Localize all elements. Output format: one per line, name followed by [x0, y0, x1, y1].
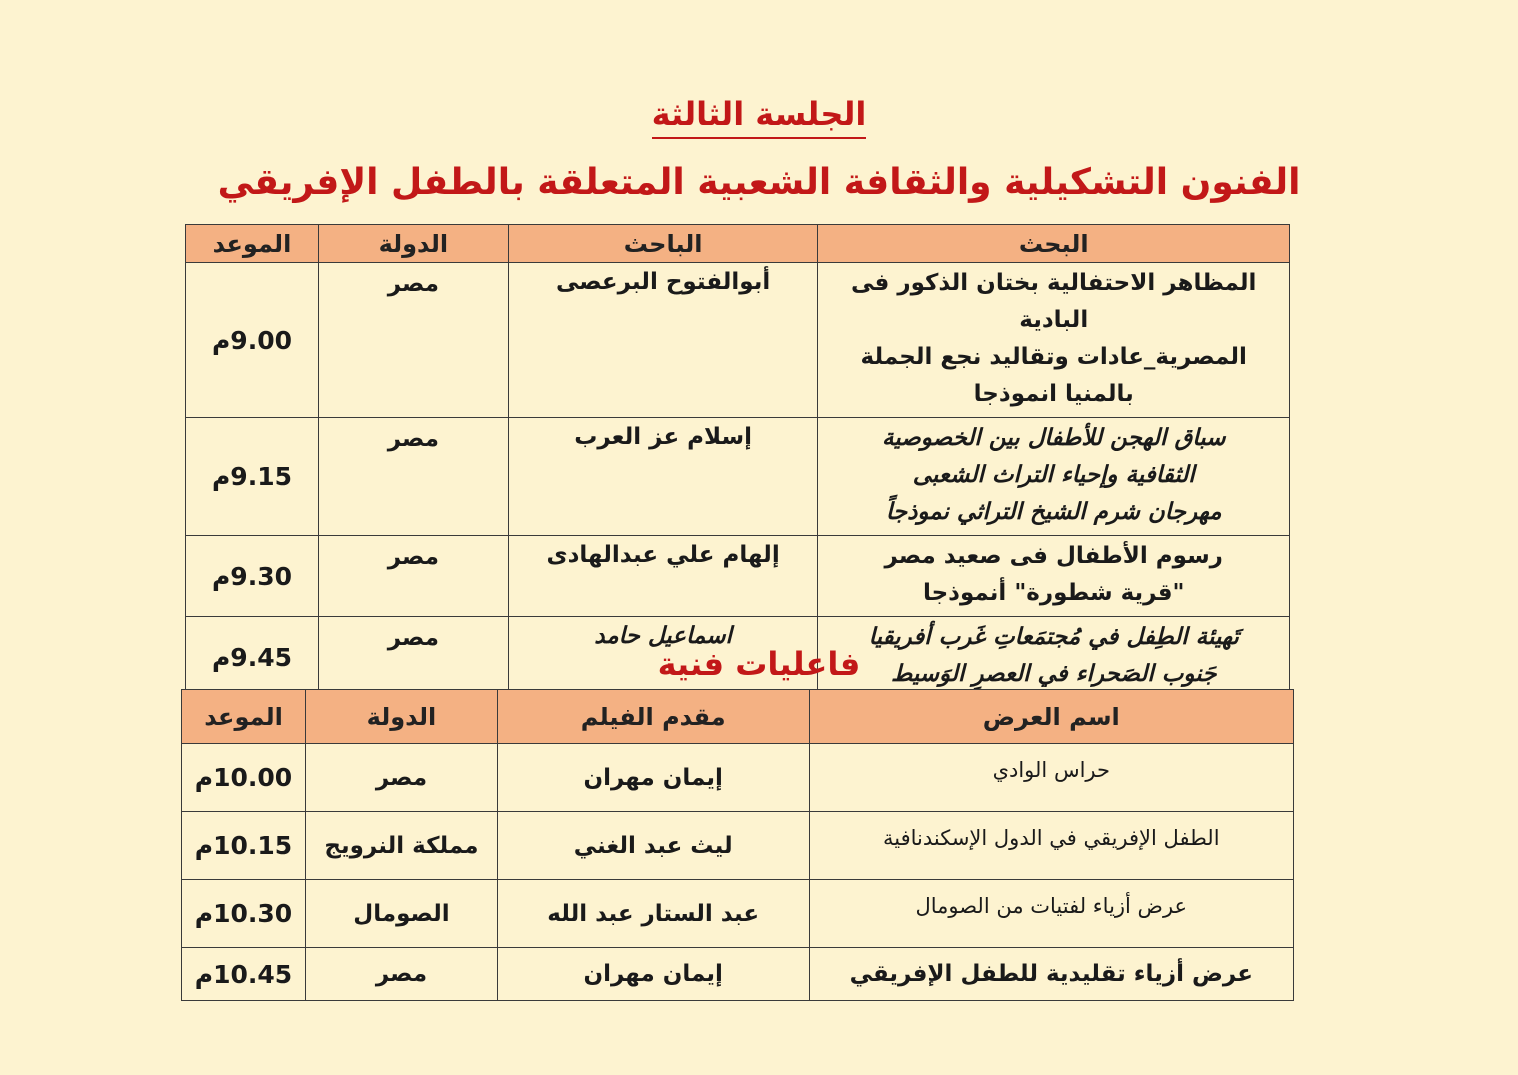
presenter-name: ليث عبد الغني	[497, 812, 809, 880]
research-title-line: تَهيئة الطِفل في مُجتمَعاتِ غَرب أفريقيا	[868, 624, 1239, 650]
country: مصر	[318, 418, 508, 536]
header-research: البحث	[818, 225, 1290, 263]
time-slot: 10.45م	[182, 948, 306, 1001]
research-title-line: المظاهر الاحتفالية بختان الذكور فى البادية	[851, 270, 1257, 333]
table-row	[182, 744, 1294, 812]
show-name: حراس الوادي	[809, 744, 1293, 812]
research-title-line: رسوم الأطفال فى صعيد مصر	[884, 543, 1223, 569]
arts-table-header-row	[182, 690, 1294, 744]
table-row	[182, 948, 1294, 1001]
show-name: عرض أزياء تقليدية للطفل الإفريقي	[809, 948, 1293, 1001]
header-time: الموعد	[186, 225, 319, 263]
research-title	[818, 418, 1290, 536]
research-title-line: "قرية شطورة" أنموذجا	[922, 580, 1185, 606]
header-time: الموعد	[182, 690, 306, 744]
country: مصر	[318, 536, 508, 617]
research-table	[185, 224, 1290, 698]
header-show-name: اسم العرض	[809, 690, 1293, 744]
arts-table	[181, 689, 1294, 1001]
session-subtitle: الفنون التشكيلية والثقافة الشعبية المتعلقة بالطفل الإفريقي	[217, 162, 1301, 203]
research-title-line: جَنوب الصَحراء في العصرِ الوَسيط	[891, 661, 1217, 687]
time-slot: 10.00م	[182, 744, 306, 812]
session-title-text: الجلسة الثالثة	[652, 95, 867, 139]
table-row	[182, 812, 1294, 880]
research-title-line: المصرية_عادات وتقاليد نجع الجملة	[860, 344, 1247, 370]
time-slot: 9.45م	[186, 617, 319, 698]
arts-title: فاعليات فنية	[657, 645, 861, 683]
show-name: عرض أزياء لفتيات من الصومال	[809, 880, 1293, 948]
presenter-name: إيمان مهران	[497, 948, 809, 1001]
time-slot: 9.00م	[186, 263, 319, 418]
header-country: الدولة	[318, 225, 508, 263]
time-slot: 9.30م	[186, 536, 319, 617]
table-row	[186, 418, 1290, 536]
research-title-line: بالمنيا انموذجا	[973, 381, 1134, 407]
header-country: الدولة	[306, 690, 498, 744]
country: مصر	[306, 948, 498, 1001]
country: مملكة النرويج	[306, 812, 498, 880]
presenter-name: إيمان مهران	[497, 744, 809, 812]
researcher-name: إلهام علي عبدالهادى	[508, 536, 818, 617]
table-row	[186, 536, 1290, 617]
researcher-name: إسلام عز العرب	[508, 418, 818, 536]
country: مصر	[306, 744, 498, 812]
research-title-line: مهرجان شرم الشيخ التراثي نموذجاً	[885, 499, 1222, 525]
show-name: الطفل الإفريقي في الدول الإسكندنافية	[809, 812, 1293, 880]
time-slot: 9.15م	[186, 418, 319, 536]
table-row	[186, 263, 1290, 418]
researcher-name: أبوالفتوح البرعصى	[508, 263, 818, 418]
research-title	[818, 263, 1290, 418]
presenter-name: عبد الستار عبد الله	[497, 880, 809, 948]
country: مصر	[318, 617, 508, 698]
time-slot: 10.15م	[182, 812, 306, 880]
research-title-line: الثقافية وإحياء التراث الشعبى	[912, 462, 1195, 488]
research-title-line: سباق الهجن للأطفال بين الخصوصية	[881, 425, 1226, 451]
table-row	[182, 880, 1294, 948]
country: مصر	[318, 263, 508, 418]
time-slot: 10.30م	[182, 880, 306, 948]
researcher-name: اسماعيل حامد	[508, 617, 818, 698]
research-title	[818, 536, 1290, 617]
header-researcher: الباحث	[508, 225, 818, 263]
country: الصومال	[306, 880, 498, 948]
session-title	[0, 95, 1518, 133]
research-table-header-row	[186, 225, 1290, 263]
header-presenter: مقدم الفيلم	[497, 690, 809, 744]
